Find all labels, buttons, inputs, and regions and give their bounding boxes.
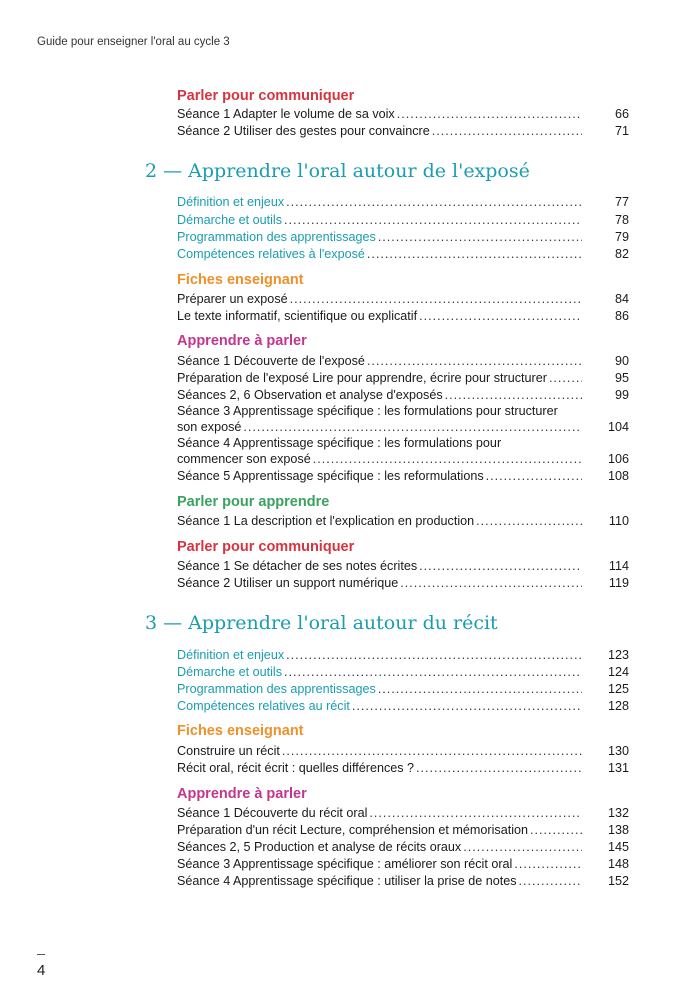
toc-entry[interactable]: Récit oral, récit écrit : quelles différences ? ..... 131 bbox=[177, 760, 629, 776]
toc-entry[interactable]: Le texte informatif, scientifique ou explicatif ..... 86 bbox=[177, 308, 629, 324]
toc-entry[interactable]: Séance 1 Découverte du récit oral ..... 132 bbox=[177, 805, 629, 821]
toc-entry[interactable]: Séance 4 Apprentissage spécifique : les formulations pour commencer son exposé ..... 106 bbox=[177, 435, 629, 467]
toc-entry[interactable]: Séance 4 Apprentissage spécifique : utiliser la prise de notes ..... 152 bbox=[177, 873, 629, 889]
toc-entry[interactable]: Définition et enjeux ..... 123 bbox=[177, 647, 629, 663]
section-heading: Fiches enseignant bbox=[177, 272, 304, 288]
section-heading: Parler pour communiquer bbox=[177, 88, 355, 104]
toc-entry[interactable]: Séance 1 Se détacher de ses notes écrites ..... 114 bbox=[177, 558, 629, 574]
toc-entry[interactable]: Séances 2, 6 Observation et analyse d'exposés ..... 99 bbox=[177, 387, 629, 403]
toc-entry[interactable]: Démarche et outils ..... 124 bbox=[177, 664, 629, 680]
part-title: 3 — Apprendre l'oral autour du récit bbox=[145, 612, 498, 634]
toc-entry[interactable]: Séance 2 Utiliser des gestes pour convaincre ..... 71 bbox=[177, 123, 629, 139]
toc-entry[interactable]: Compétences relatives au récit ..... 128 bbox=[177, 698, 629, 714]
toc-entry[interactable]: Compétences relatives à l'exposé ..... 82 bbox=[177, 246, 629, 262]
toc-entry[interactable]: Séance 1 Adapter le volume de sa voix ..... 66 bbox=[177, 106, 629, 122]
toc-entry[interactable]: Démarche et outils ..... 78 bbox=[177, 212, 629, 228]
page-number: 4 bbox=[37, 962, 46, 979]
toc-entry[interactable]: Préparer un exposé ..... 84 bbox=[177, 291, 629, 307]
toc-entry[interactable]: Préparation d'un récit Lecture, compréhension et mémorisation ..... 138 bbox=[177, 822, 629, 838]
running-header: Guide pour enseigner l'oral au cycle 3 bbox=[37, 36, 230, 48]
toc-entry[interactable]: Séance 3 Apprentissage spécifique : les formulations pour structurer son exposé ..... 104 bbox=[177, 403, 629, 435]
toc-entry[interactable]: Programmation des apprentissages ..... 125 bbox=[177, 681, 629, 697]
section-heading: Apprendre à parler bbox=[177, 333, 307, 349]
section-heading: Apprendre à parler bbox=[177, 786, 307, 802]
toc-entry[interactable]: Séance 5 Apprentissage spécifique : les reformulations ..... 108 bbox=[177, 468, 629, 484]
toc-entry[interactable]: Définition et enjeux ..... 77 bbox=[177, 194, 629, 210]
toc-entry[interactable]: Séances 2, 5 Production et analyse de récits oraux ..... 145 bbox=[177, 839, 629, 855]
section-heading: Fiches enseignant bbox=[177, 723, 304, 739]
toc-entry[interactable]: Séance 1 Découverte de l'exposé ..... 90 bbox=[177, 353, 629, 369]
section-heading: Parler pour apprendre bbox=[177, 494, 330, 510]
toc-entry[interactable]: Programmation des apprentissages ..... 79 bbox=[177, 229, 629, 245]
toc-entry[interactable]: Préparation de l'exposé Lire pour apprendre, écrire pour structurer ..... 95 bbox=[177, 370, 629, 386]
toc-entry[interactable]: Séance 1 La description et l'explication en production ..... 110 bbox=[177, 513, 629, 529]
toc-entry[interactable]: Séance 3 Apprentissage spécifique : améliorer son récit oral ..... 148 bbox=[177, 856, 629, 872]
toc-entry[interactable]: Séance 2 Utiliser un support numérique ..... 119 bbox=[177, 575, 629, 591]
section-heading: Parler pour communiquer bbox=[177, 539, 355, 555]
toc-entry[interactable]: Construire un récit ..... 130 bbox=[177, 743, 629, 759]
part-title: 2 — Apprendre l'oral autour de l'exposé bbox=[145, 160, 530, 182]
